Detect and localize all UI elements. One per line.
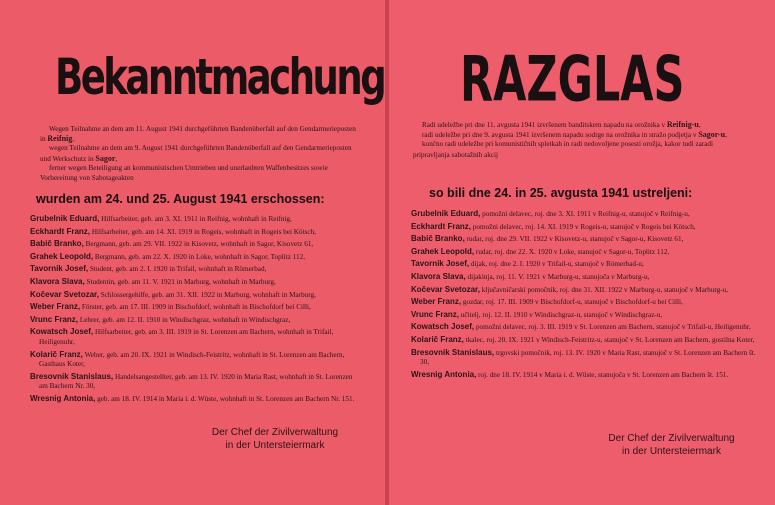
intro-text: Radi udeležbe pri dne 11. avgusta 1941 izvršenem banditskem napadu na orožnika v	[422, 121, 667, 129]
victim-name: Kowatsch Josef,	[30, 327, 94, 337]
intro-paragraph	[40, 144, 360, 163]
intro-punct: ,	[698, 121, 701, 129]
victim-name: Weber Franz,	[411, 297, 462, 307]
intro-punct: ,	[72, 135, 75, 144]
german-signature	[185, 426, 365, 452]
intro-paragraph	[413, 120, 749, 130]
victim-details: Hilfsarbeiter, geb. am 3. XI. 1911 in Reifnig, wohnhaft in Reifnig,	[101, 215, 292, 223]
intro-paragraph	[413, 130, 749, 140]
intro-text: Wegen Teilnahme an dem am 11. August 1941 durchgeführten Bandenüberfall auf den Gendarmerieposten in	[40, 125, 356, 144]
victim-name: Weber Franz,	[30, 302, 81, 312]
victim-details: Bergmann, geb. am 29. VII. 1922 in Kisovetz, wohnhaft in Sagor, Kisovetz 61,	[85, 240, 314, 249]
victim-details: gozdar, roj. 17. III. 1909 v Bischofdorf-u, stanujoč v Bischofdorf-u bei Cilli,	[462, 298, 683, 307]
victim-details: učitelj, roj. 12. II. 1910 v Windischgraz-u, stanujoč v Windischgraz-u,	[460, 310, 663, 319]
victim-entry	[30, 327, 360, 347]
slovene-signature	[579, 432, 764, 458]
slovene-headline: so bili dne 24. in 25. avgusta 1941 ustreljeni:	[429, 186, 693, 200]
victim-name: Eckhardt Franz,	[30, 226, 91, 236]
victim-entry	[30, 214, 360, 225]
signature-line: Der Chef der Zivilverwaltung	[211, 427, 339, 438]
victim-details: trgovski pomočnik, roj. 13. IV. 1920 v Maria Rast, stanujoč v St. Lorenzen am Bachern št. 30,	[420, 348, 756, 367]
victim-name: Klavora Slava,	[411, 271, 466, 281]
victim-entry	[30, 252, 360, 263]
victim-entry	[30, 277, 360, 288]
victim-entry	[30, 239, 360, 250]
victim-details: Student, geb. am 2. I. 1920 in Trifail, wohnhaft in Römerbad,	[89, 265, 267, 274]
victim-entry	[30, 302, 360, 313]
intro-punct: ,	[725, 131, 727, 140]
victim-entry	[411, 222, 757, 233]
signature-line: in der Untersteiermark	[225, 440, 325, 451]
victim-name: Vrunc Franz,	[411, 309, 460, 319]
signature-line: in der Untersteiermark	[622, 446, 721, 457]
signature-line: Der Chef der Zivilverwaltung	[608, 433, 735, 444]
german-intro	[40, 125, 360, 183]
intro-place: Sagor-u	[698, 130, 726, 140]
victim-entry	[411, 322, 757, 333]
intro-place: Reifnig	[47, 134, 73, 144]
german-title: Bekanntmachung	[55, 48, 385, 107]
victim-details: pomožni delavec, roj. 14. XI. 1919 v Rogeis-u, stanujoč v Rogeis bei Kötsch,	[472, 222, 696, 231]
victim-name: Bresovnik Stanislaus,	[411, 347, 495, 357]
victim-name: Wresnig Antonia,	[30, 393, 96, 403]
victim-entry	[411, 247, 757, 258]
victim-entry	[411, 209, 757, 220]
victim-entry	[411, 297, 757, 308]
victim-details: dijakinja, roj. 11. V. 1921 v Marburg-u, stanujoča v Marburg-u,	[467, 272, 650, 281]
intro-paragraph	[413, 140, 749, 159]
victim-name: Babič Branko,	[30, 239, 84, 249]
victim-details: tkalec, roj. 20. IX. 1921 v Windisch-Feistritz-u, stanujoč v St. Lorenzen am Bachern, gostilna Koter,	[465, 335, 755, 344]
victim-name: Tavornik Josef,	[411, 259, 470, 269]
victim-name: Grubelnik Eduard,	[30, 214, 100, 223]
victim-entry	[30, 394, 360, 405]
intro-paragraph	[40, 125, 360, 144]
victim-name: Kowatsch Josef,	[411, 322, 475, 332]
victim-entry	[411, 335, 757, 346]
victim-name: Grahek Leopold,	[30, 251, 94, 261]
victim-name: Grubelnik Eduard,	[411, 209, 481, 218]
intro-place: Sagor	[95, 153, 116, 163]
victim-name: Wresnig Antonia,	[411, 369, 477, 379]
victim-details: Schlossergehilfe, geb. am 31. XII. 1922 in Marburg, wohnhaft in Marburg,	[100, 290, 316, 299]
intro-text: ferner wegen Beteiligung an kommunistischen Umtrieben und unerlaubten Waffenbesitzes sowie Vorbereitung von Sabotageakten	[40, 163, 328, 183]
victim-entry	[30, 315, 360, 326]
intro-text: končno radi udeležbe pri komunističnih spletkah in radi nedovoljene posesti orožja, kakor tudi zaradi pripravljanja sabotažnih akcij	[413, 140, 714, 159]
victim-entry	[411, 272, 757, 283]
intro-text: radi udeležbe pri dne 9. avgusta 1941 izvršenem napadu sodrge na orožnika in stražo podjetja v	[422, 131, 699, 140]
victim-details: dijak, roj. dne 2. I. 1920 v Trifail-u, stanujoč v Römerbad-u,	[470, 260, 644, 269]
intro-punct: ,	[115, 154, 118, 163]
victim-details: rudar, roj. dne 22. X. 1920 v Loke, stanujoč v Sagor-u, Toplitz 112,	[475, 247, 670, 256]
victim-details: Lehrer, geb. am 12. II. 1910 in Windischgraz, wohnhaft in Windischgraz,	[79, 315, 291, 324]
victim-name: Kolarič Franz,	[30, 349, 83, 359]
victim-name: Klavora Slava,	[30, 276, 85, 286]
victim-details: Hilfsarbeiter, geb. am 3. III. 1919 in St. Lorenzen am Bachern, wohnhaft in Trifail, Heiligenuhr,	[39, 328, 334, 346]
intro-place: Reifnig-u	[666, 120, 699, 129]
victim-details: Studentin, geb. am 11. V. 1921 in Marburg, wohnhaft in Marburg,	[86, 277, 276, 286]
intro-text: wegen Teilnahme an dem am 9. August 1941 durchgeführten Bandenüberfall auf den Gendarmerieposten und Werkschutz in	[40, 144, 352, 163]
victim-name: Vrunc Franz,	[30, 314, 79, 324]
victim-details: ključavničarski pomočnik, roj. dne 31. XII. 1922 v Marburg-u, stanujoč v Marburg-u,	[481, 285, 728, 294]
slovene-victim-list	[411, 209, 757, 382]
victim-details: roj. dne 18. IV. 1914 v Maria i. d. Wüste, stanujoča v St. Lorenzen am Bachern št. 151.	[478, 370, 729, 379]
slovene-notice-panel	[389, 0, 775, 505]
victim-entry	[411, 234, 757, 245]
victim-details: rudar, roj. dne 29. VII. 1922 v Kisovetz-u, stanujoč v Sagor-u, Kisovetz 61,	[466, 235, 684, 244]
victim-name: Kolarič Franz,	[411, 334, 464, 344]
victim-name: Kočevar Svetozar,	[411, 284, 480, 294]
victim-name: Grahek Leopold,	[411, 246, 475, 256]
victim-name: Eckhardt Franz,	[411, 221, 472, 231]
victim-details: pomožni delavec, roj. 3. III. 1919 v St. Lorenzen am Bachern, stanujoč v Trifail-u, Heiligenuhr,	[475, 323, 751, 332]
victim-name: Tavornik Josef,	[30, 264, 89, 274]
victim-entry	[30, 290, 360, 301]
victim-details: Handelsangestellter, geb. am 13. IV. 1920 in Maria Rast, wohnhaft in St. Lorenzen am Bachern Nr. 30,	[39, 372, 353, 391]
victim-entry	[30, 227, 360, 238]
victim-name: Bresovnik Stanislaus,	[30, 371, 114, 381]
victim-details: Weber, geb. am 20. IX. 1921 in Windisch-Feistritz, wohnhaft in St. Lorenzen am Bachern, Gasthaus Koter,	[39, 350, 345, 369]
slovene-intro	[413, 120, 749, 160]
victim-entry	[411, 285, 757, 296]
german-notice-panel	[0, 0, 385, 505]
victim-details: geb. am 18. IV. 1914 in Maria i. d. Wüste, wohnhaft in St. Lorenzen am Bachern Nr. 151.	[97, 394, 355, 403]
victim-entry	[411, 370, 757, 381]
german-victim-list	[30, 214, 360, 407]
victim-entry	[411, 259, 757, 270]
intro-paragraph	[40, 164, 360, 183]
slovene-title: RAZGLAS	[460, 44, 685, 117]
victim-entry	[30, 372, 360, 392]
victim-entry	[30, 350, 360, 370]
victim-entry	[30, 264, 360, 275]
victim-details: Bergmann, geb. am 22. X. 1920 in Loke, wohnhaft in Sagor, Toplitz 112,	[94, 252, 305, 261]
victim-entry	[411, 348, 757, 368]
victim-entry	[411, 310, 757, 321]
victim-details: Hilfsarbeiter, geb. am 14. XI. 1919 in Rogeis, wohnhaft in Rogeis bei Kötsch,	[91, 227, 316, 236]
victim-details: Förster, geb. am 17. III. 1909 in Bischofdorf, wohnhaft in Bischofdorf bei Cilli,	[81, 303, 311, 312]
victim-name: Kočevar Svetozar,	[30, 289, 99, 299]
german-headline: wurden am 24. und 25. August 1941 erschossen:	[36, 192, 325, 206]
victim-name: Babič Branko,	[411, 234, 465, 244]
victim-details: pomožni delavec, roj. dne 3. XI. 1911 v Reifnig-u, stanujoč v Reifnig-u,	[482, 210, 690, 218]
